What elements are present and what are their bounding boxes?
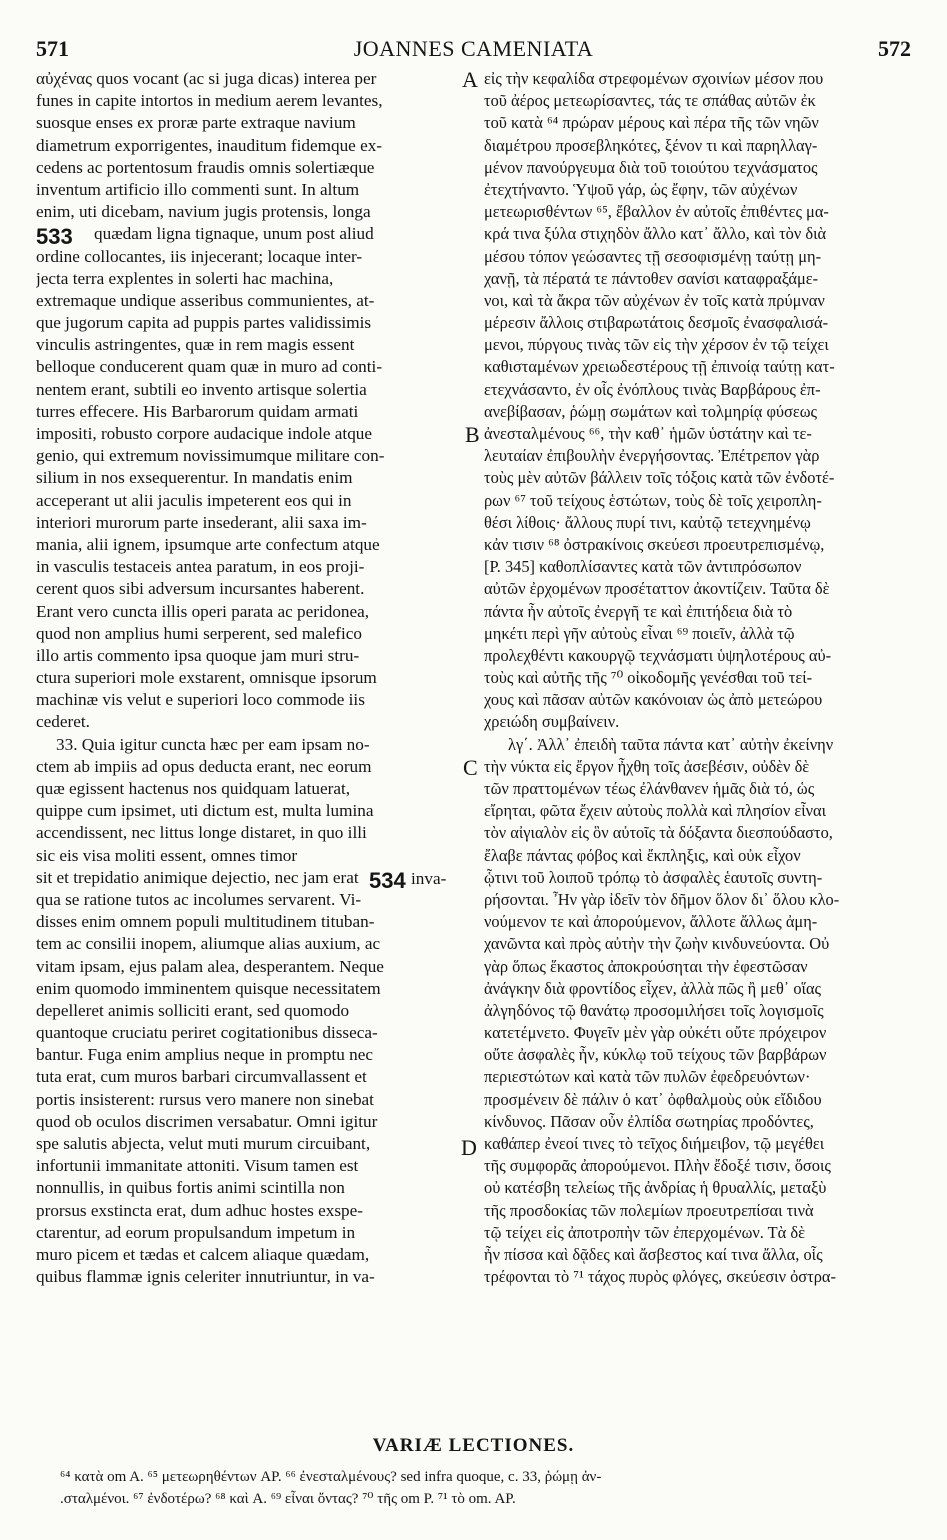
- greek-line: περιεστώτων καὶ κατὰ τῶν πυλῶν ἐφεδρευόντων·: [484, 1067, 811, 1087]
- greek-line: καθάπερ ἐνεοί τινες τὸ τεῖχος διήμειβον, τῷ μεγέθει: [484, 1134, 825, 1153]
- greek-line: εἴρηται, φῶτα ἔχειν αὐτοὺς πολλὰ καὶ πλησίον εἶναι: [484, 801, 827, 821]
- latin-line: belloque conducerent quam quæ in muro ad conti-: [36, 357, 383, 377]
- latin-line: acceperant ut alii jaculis impeterent eos qui in: [36, 490, 352, 510]
- greek-line: τῆς προσδοκίας τῶν πολεμίων προευτρεπίσαι τινὰ: [484, 1200, 814, 1220]
- latin-line: accendissent, nec littus longe distaret, in quo illi: [36, 823, 367, 843]
- greek-line: ἀλγηδόνος τῷ θανάτῳ προσομιλήσει τοῖς λογισμοῖς: [484, 1000, 824, 1020]
- greek-line: μετεωρισθέντων ⁶⁵, ἔβαλλον ἐν αὐτοῖς ἐπιθέντες μα-: [484, 202, 829, 222]
- latin-line: αὐχένας quos vocant (ac si juga dicas) interea per: [36, 69, 377, 88]
- greek-line: διαμέτρου προσεβληκότες, ξένον τι καὶ παρηλλαγ-: [484, 135, 818, 155]
- greek-line: μέσου τόπον γεώσαντες τῇ σεσοφισμένῃ ταύτῃ μη-: [484, 246, 822, 266]
- latin-line: cerent quos sibi adversum incursantes haberent.: [36, 579, 365, 599]
- greek-line: ετεχνάσαντο, ἐν οἷς ἐνόπλους τινὰς Βαρβάρους ἐπ-: [484, 379, 821, 399]
- greek-line: τὸν αἰγιαλὸν εἰς ὃν αὐτοῖς τὰ δόξαντα διεσπούδαστο,: [484, 823, 833, 843]
- latin-line: 33. Quia igitur cuncta hæc per eam ipsam no-: [56, 734, 370, 754]
- section-marker-d: D: [461, 1135, 477, 1160]
- section-marker-c: C: [463, 755, 478, 780]
- latin-line: mania, alii ignem, ipsumque arte confectum atque: [36, 534, 380, 554]
- latin-line: sit et trepidatio animique dejectio, nec jam erat: [36, 867, 359, 887]
- latin-column: [36, 68, 456, 1288]
- latin-line: quæ egissent hactenus nos quidquam latuerat,: [36, 779, 351, 798]
- column-number-534: 534: [369, 868, 406, 893]
- greek-line: [P. 345] καθοπλίσαντες κατὰ τῶν ἀντιπρόσωπον: [484, 557, 802, 577]
- latin-line: portis insisterent: rursus vero manere non sinebat: [36, 1089, 374, 1109]
- latin-line: sic eis visa moliti essent, omnes timor: [36, 845, 298, 865]
- greek-line: τῷ τείχει εἰς ἀποτροπὴν τῶν ἐπερχομένων. Τὰ δὲ: [484, 1222, 805, 1242]
- latin-line: spe salutis abjecta, velut muti murum circuibant,: [36, 1134, 371, 1153]
- greek-column: [484, 68, 910, 1288]
- greek-line: μένον πανούργευμα διὰ τοῦ τοιούτου τεχνάσματος: [484, 157, 818, 177]
- greek-line: τοῦ ἀέρος μετεωρίσαντες, τάς τε σπάθας αὐτῶν ἐκ: [484, 91, 816, 111]
- greek-line: ἔλαβε πάντας φόβος καὶ ἔκπληξις, καὶ οὐκ εἶχον: [484, 845, 801, 865]
- greek-line: τῶν πραττομένων τέως ἐλάνθανεν ἡμᾶς διὰ τό, ὡς: [484, 779, 815, 798]
- greek-line: ᾧτινι τοῦ λοιποῦ τρόπῳ τὸ ἀσφαλὲς ἑαυτοῖς συντη-: [484, 867, 823, 887]
- greek-line: χανῶντα καὶ πρὸς αὐτὴν τὴν ζωὴν κινδυνεύοντα. Οὐ: [484, 934, 830, 954]
- running-title: JOANNES CAMENIATA: [353, 36, 594, 61]
- latin-line: enim quomodo imminentem quisque necessitatem: [36, 978, 381, 998]
- variae-note-line: ⁶⁴ κατὰ om A. ⁶⁵ μετεωρηθέντων AP. ⁶⁶ ἐνεσταλμένους? sed infra quoque, c. 33, ῥώμῃ ἀν-: [60, 1469, 602, 1485]
- greek-line: κίνδυνος. Πᾶσαν οὖν ἐλπίδα σωτηρίας προδόντες,: [484, 1111, 814, 1131]
- section-marker-b: B: [465, 422, 480, 447]
- column-number-533: 533: [36, 224, 73, 249]
- latin-line: diametrum exporrigentes, inauditum fidemque ex-: [36, 135, 383, 155]
- page-number-right: 572: [878, 36, 911, 61]
- greek-line: ρήσονται. Ἦν γὰρ ἰδεῖν τὸν δῆμον ὅλον δι᾽ ὅλου κλο-: [484, 889, 840, 909]
- latin-line: tem ac consilii inopem, aliumque alias auxium, ac: [36, 934, 381, 954]
- greek-line: καθισταμένων χρειωδεστέρους τῇ ἐπινοίᾳ ταύτῃ κατ-: [484, 357, 835, 377]
- latin-line: quibus flammæ ignis celeriter innutriuntur, in va-: [36, 1267, 375, 1287]
- latin-line: vinculis astringentes, quæ in rem magis essent: [36, 335, 355, 355]
- latin-line-continuation: inva-: [411, 869, 447, 888]
- greek-line: οὐ κατέσβη τελείως τῆς ἀνδρίας ἡ θρυαλλίς, μεταξὺ: [484, 1178, 827, 1198]
- latin-line: tuta erat, cum muros barbari circumvallassent et: [36, 1067, 367, 1087]
- greek-line: ἀνάγκην διὰ φροντίδος εἶχεν, ἀλλὰ πῶς ἢ μεθ᾽ οἵας: [484, 978, 822, 998]
- latin-line: quod ob oculos discrimen versabatur. Omni igitur: [36, 1111, 378, 1131]
- greek-line: θέσι λίθοις· ἄλλους πυρί τινι, καὐτῷ τετεχνημένῳ: [484, 512, 811, 532]
- latin-line: suosque enses ex proræ parte extraque navium: [36, 113, 356, 133]
- latin-line: ordine collocantes, iis injecerant; locaque inter-: [36, 246, 363, 266]
- page-header: [36, 36, 911, 62]
- greek-line: ἦν πίσσα καὶ δᾷδες καὶ ἄσβεστος καί τινα ἄλλα, οἷς: [484, 1244, 823, 1264]
- latin-line: turres effecere. His Barbarorum quidam armati: [36, 401, 359, 421]
- page-number-left: 571: [36, 36, 69, 61]
- greek-line: τοὺς μὲν αὐτῶν βάλλειν τοῖς τόξοις κατὰ τῶν ἐνδοτέ-: [484, 468, 835, 488]
- greek-line: μηκέτι περὶ γῆν αὐτοὺς εἶναι ⁶⁹ ποιεῖν, ἀλλὰ τῷ: [484, 623, 795, 643]
- latin-line: inventum artificio illo commenti sunt. In altum: [36, 179, 360, 199]
- latin-line: extremaque undique asseribus communientes, at-: [36, 290, 375, 310]
- latin-line: machinæ vis velut e superiori loco commode iis: [36, 690, 365, 710]
- greek-line: λευταίαν ἐπιβουλὴν ἐνεργήσοντας. Ἐπέτρεπον γὰρ: [484, 446, 820, 466]
- latin-line: ctarentur, ad eorum propulsandum impetum in: [36, 1222, 356, 1242]
- latin-line: quædam ligna tignaque, unum post aliud: [94, 224, 374, 244]
- latin-line: funes in capite intortos in medium aerem levantes,: [36, 91, 383, 111]
- greek-line: τοὺς καὶ αὐτῆς τῆς ⁷⁰ οἰκοδομῆς γενέσθαι τοῦ τεί-: [484, 668, 813, 688]
- greek-line: ρων ⁶⁷ τοῦ τείχους ἑστώτων, τοὺς δὲ τοῖς χειροπλη-: [484, 490, 822, 510]
- latin-line: nonnullis, in quibus fortis animi scintilla non: [36, 1178, 345, 1198]
- greek-line: μενοι, πύργους τινὰς τῶν εἰς τὴν χέρσον ἐν τῷ τείχει: [484, 335, 829, 355]
- latin-line: ctura superiori mole exstarent, omnisque ipsorum: [36, 668, 377, 688]
- latin-line: depelleret animis solliciti erant, sed quomodo: [36, 1000, 350, 1020]
- greek-line: προλεχθέντι κακουργῷ τεχνάσματι ὑψηλοτέρους αὐ-: [484, 645, 832, 665]
- latin-line: interiori murorum parte insederant, alii saxa im-: [36, 512, 367, 532]
- section-marker-a: A: [462, 67, 478, 92]
- latin-line: illo artis commento ipsa quoque jam muri stru-: [36, 645, 360, 665]
- latin-line: quantoque cruciatu periret cogitationibus disseca-: [36, 1023, 378, 1043]
- latin-line: Erant vero cuncta illis operi parata ac peridonea,: [36, 601, 370, 621]
- variae-note-line: .σταλμένοι. ⁶⁷ ἐνδοτέρω? ⁶⁸ καὶ A. ⁶⁹ εἶναι ὄντας? ⁷⁰ τῆς om P. ⁷¹ τὸ om. AP.: [60, 1491, 516, 1507]
- greek-line: μέρεσιν ἄλλοις στιβαρωτάτοις δεσμοῖς ἐνασφαλισά-: [484, 313, 829, 333]
- latin-line: que jugorum capita ad puppis partes validissimis: [36, 313, 372, 333]
- greek-line: τρέφονται τὸ ⁷¹ τάχος πυρὸς φλόγες, σκεύεσιν ὀστρα-: [484, 1267, 836, 1287]
- greek-line: κἀν τισιν ⁶⁸ ὀστρακίνοις σκεύεσι προευτρεπισμένῳ,: [484, 534, 825, 554]
- latin-line: enim, uti dicebam, navium jugis protensis, longa: [36, 202, 371, 222]
- greek-line: λγ΄. Ἀλλ᾽ ἐπειδὴ ταῦτα πάντα κατ᾽ αὐτὴν ἐκείνην: [508, 734, 834, 754]
- latin-line: cedens ac portentosum fraudis omnis solertiæque: [36, 157, 375, 177]
- latin-line: impositi, robusto corpore audacique indole atque: [36, 424, 373, 443]
- latin-line: jecta terra explentes in solerti hac machina,: [36, 268, 334, 288]
- latin-line: silium in nos exsequerentur. In mandatis enim: [36, 468, 353, 488]
- variae-lectiones-title: VARIÆ LECTIONES.: [372, 1435, 575, 1456]
- greek-line: γὰρ ὅπως ἕκαστος ἀποκρούσηται τὴν ἐφεστῶσαν: [484, 956, 808, 976]
- latin-line: nentem erant, subtili eo invento artisque solertia: [36, 379, 367, 399]
- greek-line: ἀνεσταλμένους ⁶⁶, τὴν καθ᾽ ἡμῶν ὑστάτην καὶ τε-: [484, 424, 812, 443]
- greek-line: ανεβίβασαν, ῥώμῃ σωμάτων καὶ τολμηρίᾳ φύσεως: [484, 401, 818, 421]
- greek-line: κατετέμνετο. Φυγεῖν μὲν γὰρ οὐκέτι οὔτε πρόχειρον: [484, 1023, 827, 1043]
- latin-line: cederet.: [36, 712, 90, 732]
- greek-line: τὴν νύκτα εἰς ἔργον ἦχθη τοῖς ἀσεβέσιν, οὐδὲν δὲ: [484, 756, 810, 776]
- latin-line: in vasculis testaceis antea paratum, in eos proji-: [36, 557, 365, 577]
- variae-lectiones-notes: [60, 1466, 911, 1510]
- latin-line: genio, qui extremum novissimumque militare con-: [36, 446, 385, 466]
- greek-line: νούμενον τε καὶ ἀπορούμενον, ἄλλοτε ἄλλως ἀμη-: [484, 912, 818, 932]
- greek-line: τῆς συμφορᾶς ἀπορούμενοι. Πλὴν ἔδοξέ τισιν, ὅσοις: [484, 1156, 831, 1176]
- greek-line: ἐτεχτήναντο. Ὑψοῦ γάρ, ὡς ἔφην, τῶν αὐχένων: [484, 179, 798, 199]
- greek-line: εἰς τὴν κεφαλίδα στρεφομένων σχοινίων μέσον που: [484, 69, 824, 88]
- latin-line: infortunii immanitate attoniti. Visum tamen est: [36, 1156, 359, 1176]
- greek-line: πάντα ἦν αὐτοῖς ἐνεργῆ τε καὶ ἐπιτήδεια διὰ τὸ: [484, 601, 793, 621]
- greek-line: κρά τινα ξύλα στιχηδὸν ἄλλο κατ᾽ ἄλλο, καὶ τὸν διὰ: [484, 224, 827, 244]
- greek-line: χους καὶ πᾶσαν αὐτῶν κακόνοιαν ὡς ἀπὸ μετεώρου: [484, 690, 823, 710]
- greek-line: νοι, καὶ τὰ ἄκρα τῶν αὐχένων ἐν τοῖς κατὰ πρύμναν: [484, 290, 825, 310]
- greek-line: αὐτῶν ἐρχομένων προσέταττον ἀκοντίζειν. Ταῦτα δὲ: [484, 579, 830, 599]
- latin-line: qua se ratione tutos ac incolumes servarent. Vi-: [36, 889, 362, 909]
- latin-line: vitam ipsam, ejus palam alea, desperantem. Neque: [36, 956, 384, 976]
- latin-line: quod non amplius humi serperent, sed malefico: [36, 623, 363, 643]
- greek-line: προσμένειν δὲ πάλιν ὁ κατ᾽ ὀφθαλμοὺς οὐκ εἴδιδου: [484, 1089, 822, 1109]
- greek-line: χρειώδη συμβαίνειν.: [484, 712, 620, 732]
- greek-line: τοῦ κατὰ ⁶⁴ πρώραν μέρους καὶ πέρα τῆς τῶν νηῶν: [484, 113, 819, 133]
- latin-line: disses enim omnem populi multitudinem tituban-: [36, 912, 375, 932]
- latin-line: quippe cum ipsimet, uti dictum est, multa lumina: [36, 801, 374, 821]
- greek-line: οὔτε ἀσφαλὲς ἦν, κύκλῳ τοῦ τείχους τῶν βαρβάρων: [484, 1045, 827, 1065]
- latin-line: muro picem et tædas et calcem aliaque quædam,: [36, 1244, 370, 1264]
- latin-line: prorsus exstincta erat, dum adhuc hostes exspe-: [36, 1200, 363, 1220]
- latin-line: ctem ab impiis ad opus deducta erant, nec eorum: [36, 756, 372, 776]
- latin-line: bantur. Fuga enim amplius neque in promptu nec: [36, 1045, 374, 1065]
- greek-line: χανῇ, τὰ πέρατά τε πάντοθεν σανίσι καταφραξάμε-: [484, 268, 819, 288]
